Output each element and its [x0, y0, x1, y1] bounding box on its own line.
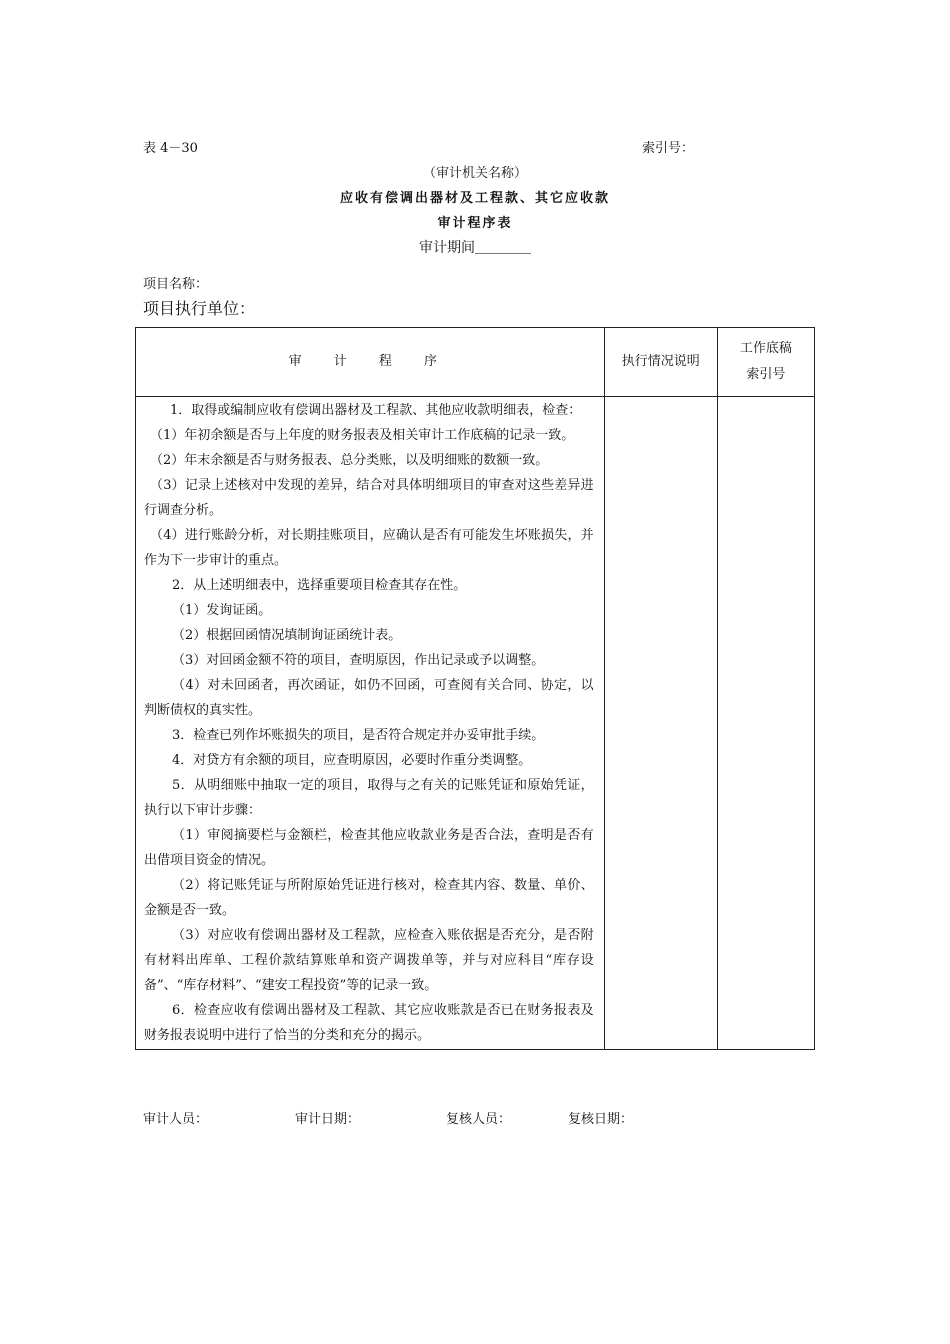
audit-date-label: 审计日期： — [295, 1112, 361, 1127]
list-item: （2）年末余额是否与财务报表、总分类账，以及明细账的数额一致。 — [150, 453, 549, 468]
page-subtitle: 审计程序表 — [437, 216, 513, 231]
execution-column-header: 执行情况说明 — [604, 328, 717, 397]
table-header-row — [136, 328, 815, 397]
project-unit-label: 项目执行单位： — [143, 299, 256, 318]
list-item: 5．从明细账中抽取一定的项目，取得与之有关的记账凭证和原始凭证，执行以下审计步骤： — [144, 778, 594, 818]
list-item: 3．检查已列作坏账损失的项目，是否符合规定并办妥审批手续。 — [172, 728, 545, 743]
list-item: 2．从上述明细表中，选择重要项目检查其存在性。 — [172, 578, 467, 593]
table-row — [136, 397, 815, 1050]
list-item: （3）对应收有偿调出器材及工程款，应检查入账依据是否充分，是否附有材料出库单、工程价款结算账单和资产调拨单等，并与对应科目“库存设备”、“库存材料”、“建安工程投资”等的记录一致。 — [144, 928, 594, 993]
project-name-label: 项目名称： — [143, 277, 209, 292]
procedure-column-header: 审 计 程 序 — [136, 328, 605, 397]
list-item: （3）对回函金额不符的项目，查明原因，作出记录或予以调整。 — [172, 653, 545, 668]
reviewer-label: 复核人员： — [446, 1112, 512, 1127]
list-item: （1）审阅摘要栏与金额栏，检查其他应收款业务是否合法，查明是否有出借项目资金的情况。 — [144, 828, 594, 868]
list-item: （1）年初余额是否与上年度的财务报表及相关审计工作底稿的记录一致。 — [150, 428, 575, 443]
review-date-label: 复核日期： — [568, 1112, 634, 1127]
list-item: 4．对贷方有余额的项目，应查明原因，必要时作重分类调整。 — [172, 753, 532, 768]
page-title: 应收有偿调出器材及工程款、其它应收款 — [339, 191, 610, 206]
list-item: （2）根据回函情况填制询证函统计表。 — [172, 628, 402, 643]
list-item: （1）发询证函。 — [172, 603, 272, 618]
list-item: （3）记录上述核对中发现的差异，结合对具体明细项目的审查对这些差异进行调查分析。 — [144, 478, 594, 518]
audit-period: 审计期间＿＿＿＿ — [419, 240, 531, 256]
list-item: 6．检查应收有偿调出器材及工程款、其它应收账款是否已在财务报表及财务报表说明中进行了恰当的分类和充分的揭示。 — [144, 1003, 594, 1043]
execution-notes-cell[interactable] — [604, 397, 717, 1050]
audit-procedure-table — [135, 327, 815, 1050]
agency-name: （审计机关名称） — [422, 166, 527, 181]
index-number-label: 索引号： — [642, 141, 695, 156]
table-number: 表 4－30 — [143, 141, 198, 156]
workpaper-index-cell[interactable] — [717, 397, 814, 1050]
procedure-steps-cell — [136, 397, 605, 1050]
auditor-label: 审计人员： — [143, 1112, 209, 1127]
workpaper-column-header: 工作底稿 索引号 — [717, 328, 814, 397]
list-item: （2）将记账凭证与所附原始凭证进行核对，检查其内容、数量、单价、金额是否一致。 — [144, 878, 594, 918]
list-item: （4）对未回函者，再次函证，如仍不回函，可查阅有关合同、协定，以判断债权的真实性。 — [144, 678, 594, 718]
list-item: 1．取得或编制应收有偿调出器材及工程款、其他应收款明细表，检查： — [170, 403, 582, 418]
list-item: （4）进行账龄分析，对长期挂账项目，应确认是否有可能发生坏账损失，并作为下一步审计的重点。 — [144, 528, 594, 568]
